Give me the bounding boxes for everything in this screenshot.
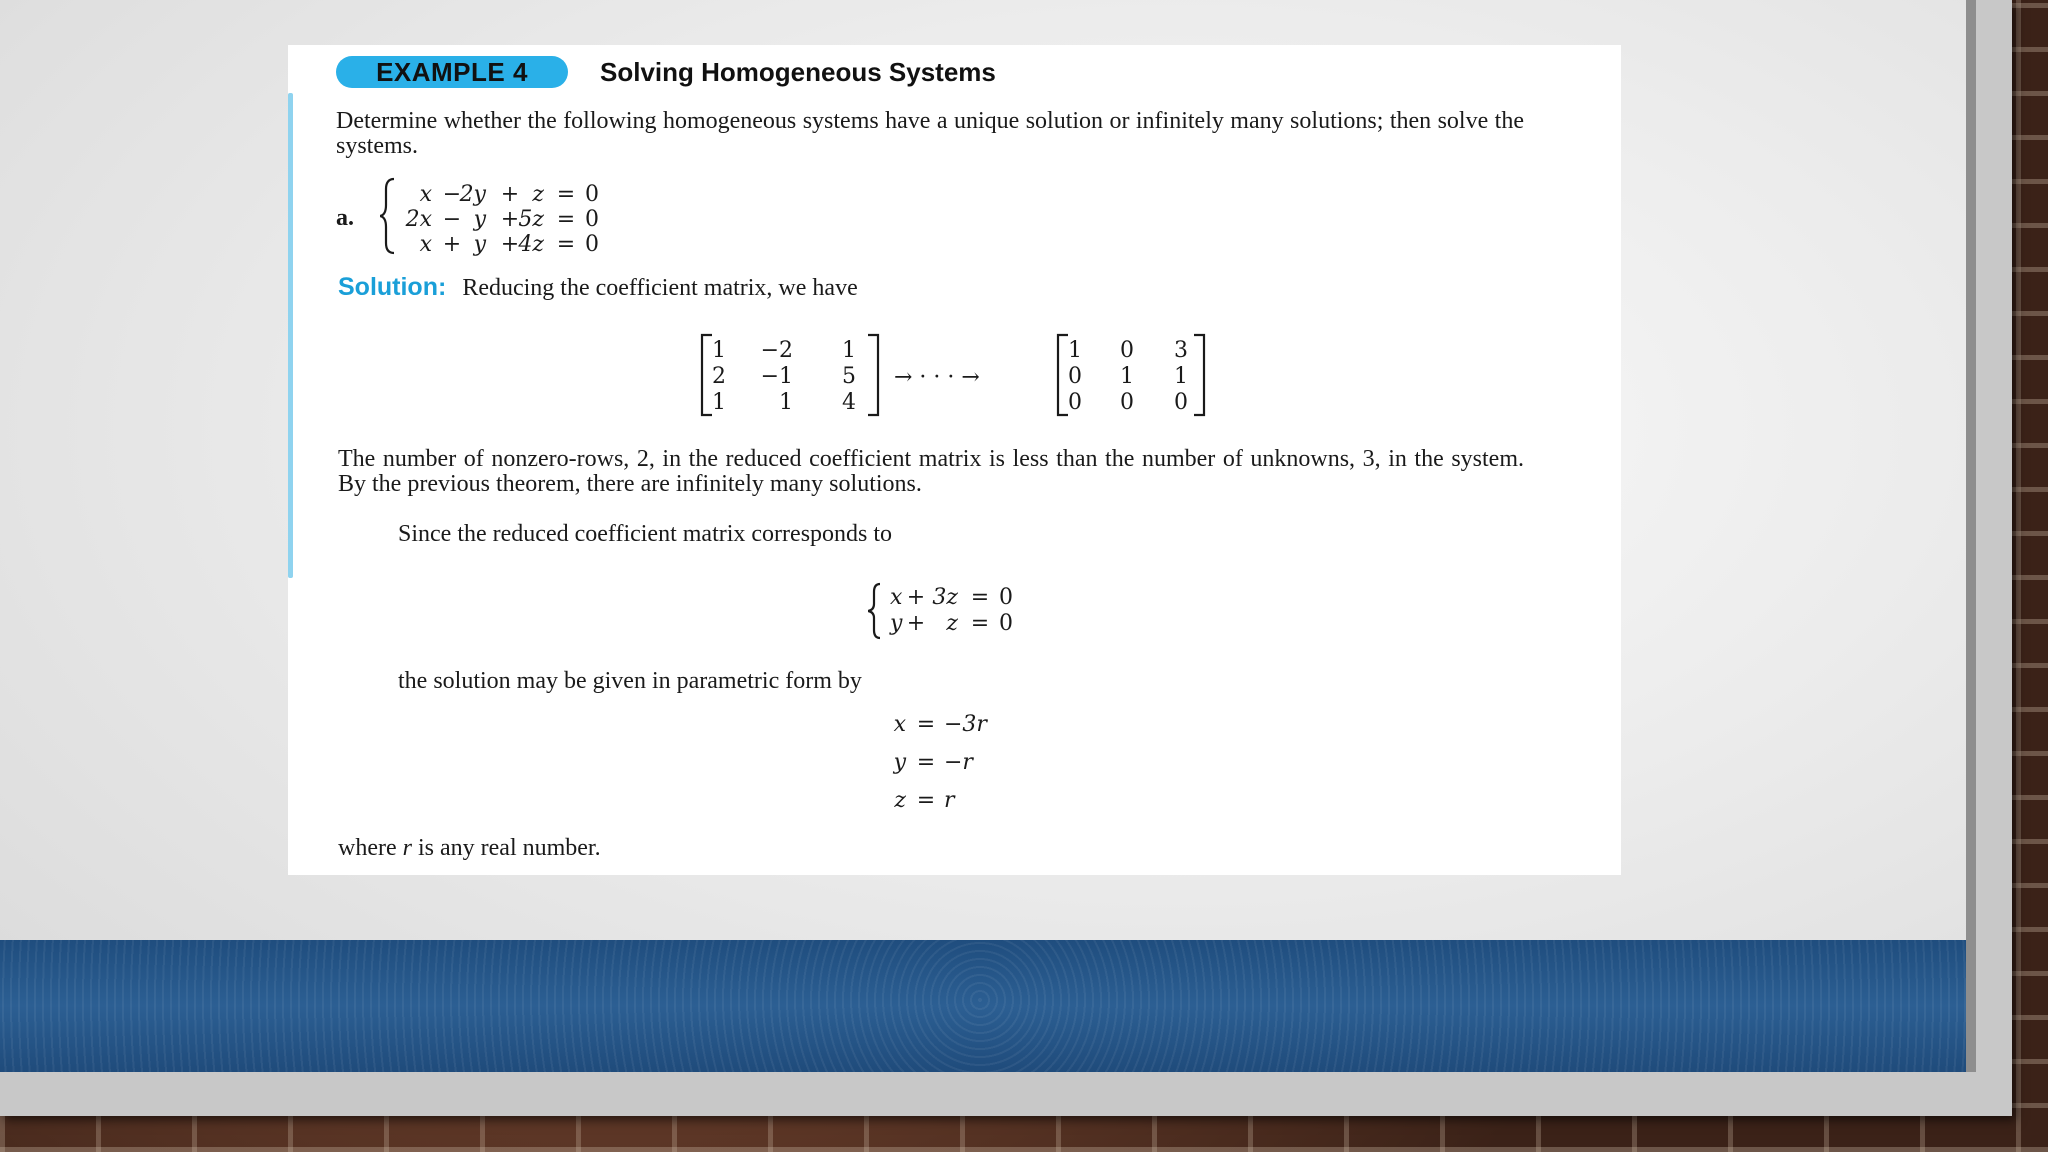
right-matrix-entry: 0 bbox=[1174, 390, 1188, 415]
right-matrix-entry: 1 bbox=[1120, 364, 1134, 389]
parametric-var: x bbox=[893, 712, 906, 737]
solution-label: Solution: bbox=[338, 273, 447, 301]
system-a-token: x bbox=[419, 182, 432, 207]
left-matrix-entry: 1 bbox=[712, 338, 726, 363]
system-a-token: 0 bbox=[585, 207, 599, 232]
system-a-token: = bbox=[556, 232, 576, 257]
system-a-token: y bbox=[473, 207, 486, 232]
system-a-token: + bbox=[442, 232, 462, 257]
nonzero-paragraph: The number of nonzero-rows, 2, in the reduced coefficient matrix is less than the number of unknowns, 3, in the system. By the previous theorem, there are infinitely many solutions. bbox=[338, 446, 1524, 497]
system-a-token: = bbox=[556, 182, 576, 207]
system-a-token: 5z bbox=[518, 207, 544, 232]
right-matrix-entry: 0 bbox=[1120, 390, 1134, 415]
right-matrix-entry: 0 bbox=[1068, 390, 1082, 415]
textbook-page bbox=[288, 45, 1621, 875]
left-matrix-entry: −2 bbox=[760, 338, 793, 363]
left-matrix-entry: 1 bbox=[712, 390, 726, 415]
since-text: Since the reduced coefficient matrix corresponds to bbox=[398, 521, 893, 547]
reduced-system-token: 0 bbox=[999, 611, 1013, 636]
slide-edge bbox=[1966, 0, 1976, 1072]
reduced-system-token: z bbox=[946, 611, 958, 636]
system-a-token: − bbox=[442, 182, 462, 207]
system-a-token: + bbox=[500, 182, 520, 207]
left-matrix-entry: 1 bbox=[779, 390, 793, 415]
example-badge: EXAMPLE 4 bbox=[336, 56, 568, 88]
reduced-system-token: x bbox=[890, 585, 903, 610]
closing-pre: where bbox=[338, 835, 403, 861]
closing-var: r bbox=[402, 835, 412, 861]
intro-paragraph: Determine whether the following homogeneous systems have a unique solution or infinitely many solutions; then solve the systems. bbox=[336, 108, 1524, 159]
system-a-token: 0 bbox=[585, 232, 599, 257]
right-matrix-entry: 3 bbox=[1174, 338, 1188, 363]
system-a bbox=[380, 175, 630, 257]
system-a-token: z bbox=[532, 182, 544, 207]
reduced-system-token: 3z bbox=[932, 585, 958, 610]
system-a-token: 0 bbox=[585, 182, 599, 207]
solution-text: Reducing the coefficient matrix, we have bbox=[462, 275, 858, 301]
reduced-system bbox=[868, 580, 1058, 642]
part-label: a. bbox=[336, 205, 354, 231]
parametric-value: −3r bbox=[944, 712, 987, 737]
parametric-var: z bbox=[894, 788, 906, 813]
parametric-solution bbox=[888, 709, 1048, 829]
parametric-var: y bbox=[893, 750, 906, 775]
parametric-eq: = bbox=[916, 788, 936, 813]
reduced-system-token: = bbox=[970, 585, 990, 610]
parametric-eq: = bbox=[916, 712, 936, 737]
system-a-token: 4z bbox=[518, 232, 544, 257]
right-matrix-entry: 0 bbox=[1068, 364, 1082, 389]
closing-post: is any real number. bbox=[411, 835, 601, 861]
reduced-system-token: + bbox=[906, 585, 926, 610]
right-matrix-open-bracket bbox=[1058, 335, 1068, 415]
system-a-token: 2y bbox=[459, 182, 486, 207]
side-rule bbox=[288, 93, 293, 578]
left-matrix-entry: 2 bbox=[712, 364, 726, 389]
left-matrix-entry: 5 bbox=[842, 364, 856, 389]
system-a-token: 2x bbox=[405, 207, 432, 232]
left-matrix-entry: 4 bbox=[842, 390, 856, 415]
system-a-token: y bbox=[473, 232, 486, 257]
system-a-token: + bbox=[500, 232, 520, 257]
left-matrix-close-bracket bbox=[868, 335, 878, 415]
reduced-system-token: 0 bbox=[999, 585, 1013, 610]
system-a-token: x bbox=[419, 232, 432, 257]
solution-line bbox=[338, 275, 858, 301]
system-a-brace bbox=[380, 179, 394, 253]
right-matrix-entry: 0 bbox=[1120, 338, 1134, 363]
reduced-system-token: + bbox=[906, 611, 926, 636]
matrix-reduction bbox=[698, 333, 1218, 419]
system-a-token: − bbox=[442, 207, 462, 232]
reduced-system-brace bbox=[868, 584, 880, 638]
right-matrix-entry: 1 bbox=[1174, 364, 1188, 389]
footer-band bbox=[0, 940, 1966, 1072]
right-matrix-close-bracket bbox=[1194, 335, 1204, 415]
parametric-value: r bbox=[944, 788, 955, 813]
reduced-system-token: y bbox=[890, 611, 903, 636]
reduction-arrow: → · · · → bbox=[894, 365, 980, 390]
right-matrix-entry: 1 bbox=[1068, 338, 1082, 363]
example-title: Solving Homogeneous Systems bbox=[600, 57, 996, 87]
parametric-value: −r bbox=[944, 750, 973, 775]
closing-line bbox=[338, 836, 601, 861]
system-a-token: + bbox=[500, 207, 520, 232]
left-matrix-open-bracket bbox=[702, 335, 712, 415]
left-matrix-entry: −1 bbox=[760, 364, 793, 389]
reduced-system-token: = bbox=[970, 611, 990, 636]
left-matrix-entry: 1 bbox=[842, 338, 856, 363]
system-a-token: = bbox=[556, 207, 576, 232]
parametric-intro: the solution may be given in parametric form by bbox=[398, 668, 862, 694]
parametric-eq: = bbox=[916, 750, 936, 775]
